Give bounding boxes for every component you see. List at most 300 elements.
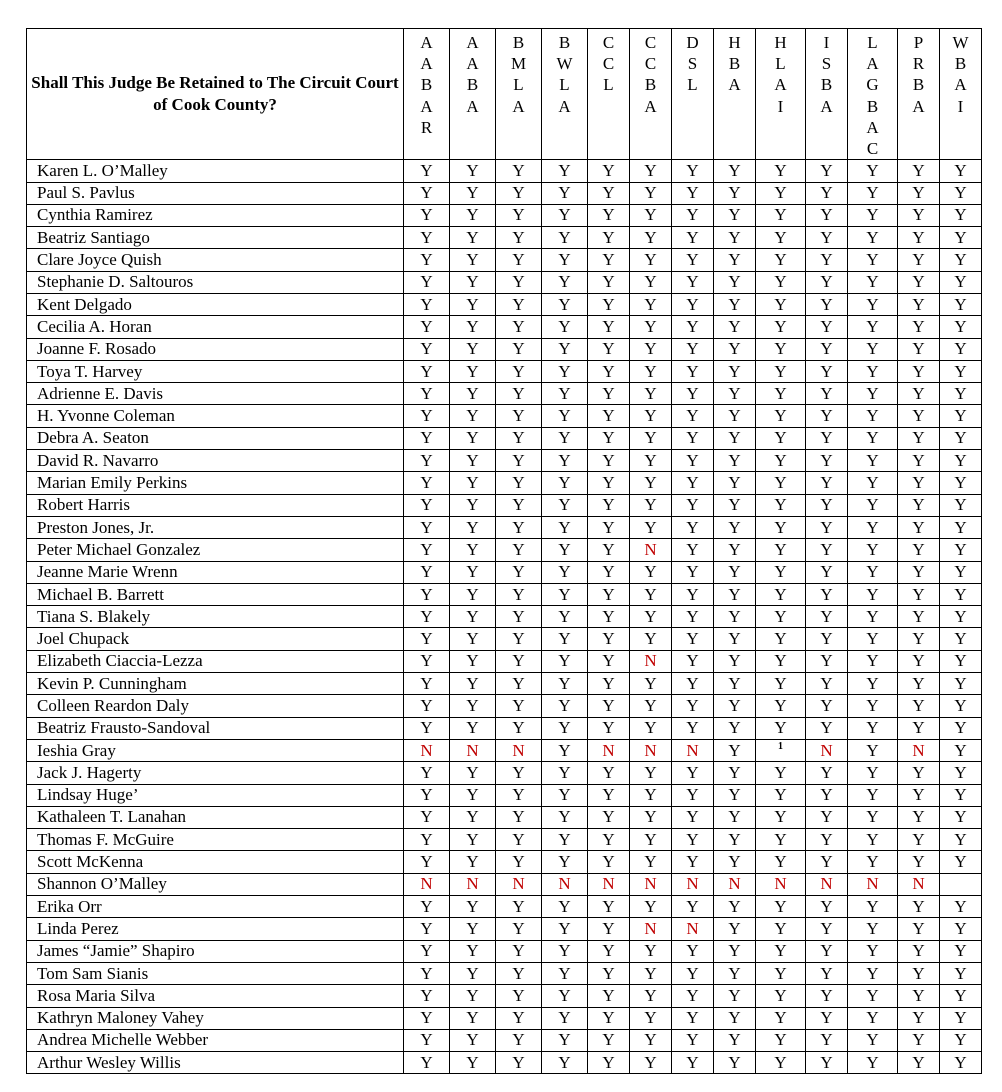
table-row: [27, 427, 982, 449]
vote-cell: Y: [714, 762, 756, 784]
vote-cell: Y: [450, 271, 496, 293]
vote-cell: N: [542, 873, 588, 895]
vote-cell: Y: [496, 450, 542, 472]
column-header-letter: A: [420, 33, 433, 52]
vote-cell: Y: [496, 405, 542, 427]
vote-cell: Y: [756, 1052, 806, 1074]
vote-cell: Y: [848, 516, 898, 538]
vote-cell: Y: [496, 606, 542, 628]
vote-cell: Y: [404, 673, 450, 695]
column-header-letter: L: [559, 75, 570, 95]
vote-cell: Y: [848, 1007, 898, 1029]
vote-cell: Y: [940, 784, 982, 806]
vote-cell: Y: [588, 940, 630, 962]
vote-cell: Y: [588, 472, 630, 494]
vote-cell: Y: [588, 516, 630, 538]
vote-cell: Y: [542, 271, 588, 293]
vote-cell: Y: [898, 962, 940, 984]
vote-cell: Y: [404, 962, 450, 984]
vote-cell: Y: [496, 1007, 542, 1029]
column-header-letter: L: [687, 75, 698, 95]
table-row: [27, 204, 982, 226]
vote-cell: Y: [496, 918, 542, 940]
vote-cell: Y: [630, 851, 672, 873]
vote-cell: Y: [542, 450, 588, 472]
vote-cell: Y: [450, 762, 496, 784]
vote-cell: Y: [806, 650, 848, 672]
table-row: [27, 851, 982, 873]
vote-cell: Y: [630, 516, 672, 538]
vote-cell: Y: [542, 673, 588, 695]
vote-cell: Y: [714, 784, 756, 806]
column-header-ccba: [630, 29, 672, 160]
vote-cell: Y: [450, 673, 496, 695]
vote-cell: Y: [630, 338, 672, 360]
judge-name: Rosa Maria Silva: [27, 985, 404, 1007]
vote-cell: Y: [496, 784, 542, 806]
table-row: [27, 182, 982, 204]
vote-cell: Y: [672, 561, 714, 583]
vote-cell: N: [630, 539, 672, 561]
vote-cell: Y: [756, 1029, 806, 1051]
vote-cell: Y: [848, 583, 898, 605]
vote-cell: Y: [898, 695, 940, 717]
vote-cell: Y: [848, 204, 898, 226]
table-row: [27, 650, 982, 672]
vote-cell: Y: [848, 271, 898, 293]
judge-name: Beatriz Frausto-Sandoval: [27, 717, 404, 739]
judge-name: Kent Delgado: [27, 294, 404, 316]
vote-cell: Y: [630, 829, 672, 851]
vote-cell: N: [848, 873, 898, 895]
vote-cell: Y: [940, 829, 982, 851]
vote-cell: Y: [404, 494, 450, 516]
vote-cell: Y: [672, 650, 714, 672]
vote-cell: N: [588, 739, 630, 761]
vote-cell: Y: [848, 450, 898, 472]
judge-name: Jack J. Hagerty: [27, 762, 404, 784]
table-row: [27, 940, 982, 962]
vote-cell: Y: [848, 294, 898, 316]
judge-name: Lindsay Huge’: [27, 784, 404, 806]
vote-cell: Y: [588, 650, 630, 672]
vote-cell: Y: [450, 182, 496, 204]
judge-name: Clare Joyce Quish: [27, 249, 404, 271]
vote-cell: Y: [848, 606, 898, 628]
vote-cell: Y: [756, 249, 806, 271]
vote-cell: Y: [714, 294, 756, 316]
vote-cell: Y: [672, 427, 714, 449]
column-header-letter: C: [644, 54, 657, 74]
vote-cell: Y: [714, 160, 756, 182]
vote-cell: Y: [714, 583, 756, 605]
vote-cell: Y: [542, 918, 588, 940]
vote-cell: Y: [806, 338, 848, 360]
vote-cell: Y: [756, 227, 806, 249]
vote-cell: Y: [898, 628, 940, 650]
vote-cell: Y: [496, 516, 542, 538]
vote-cell: Y: [404, 294, 450, 316]
table-row: [27, 583, 982, 605]
vote-cell: Y: [450, 896, 496, 918]
vote-cell: Y: [806, 383, 848, 405]
vote-cell: Y: [450, 1029, 496, 1051]
vote-cell: Y: [848, 249, 898, 271]
judge-name: Erika Orr: [27, 896, 404, 918]
vote-cell: Y: [714, 940, 756, 962]
column-header-letter: W: [556, 54, 573, 74]
vote-cell: Y: [404, 516, 450, 538]
column-header-aabar: [404, 29, 450, 160]
vote-cell: Y: [848, 561, 898, 583]
vote-cell: Y: [806, 1007, 848, 1029]
vote-cell: Y: [542, 851, 588, 873]
judge-name: David R. Navarro: [27, 450, 404, 472]
column-header-letter: C: [602, 54, 615, 74]
vote-cell: Y: [940, 360, 982, 382]
judge-name: Kathaleen T. Lanahan: [27, 806, 404, 828]
vote-cell: Y: [714, 717, 756, 739]
vote-cell: Y: [714, 539, 756, 561]
judge-name: Tom Sam Sianis: [27, 962, 404, 984]
table-row: [27, 450, 982, 472]
vote-cell: Y: [672, 472, 714, 494]
column-header-letter: B: [912, 75, 925, 95]
judge-name: Beatriz Santiago: [27, 227, 404, 249]
vote-cell: Y: [898, 383, 940, 405]
vote-cell: Y: [848, 628, 898, 650]
vote-cell: Y: [496, 182, 542, 204]
vote-cell: Y: [940, 227, 982, 249]
vote-cell: Y: [542, 1029, 588, 1051]
vote-cell: Y: [542, 1007, 588, 1029]
vote-cell: Y: [714, 1007, 756, 1029]
vote-cell: Y: [848, 739, 898, 761]
vote-cell: Y: [672, 896, 714, 918]
judge-name: Ieshia Gray: [27, 739, 404, 761]
vote-cell: Y: [496, 806, 542, 828]
table-row: [27, 829, 982, 851]
vote-cell: Y: [898, 204, 940, 226]
vote-cell: Y: [940, 650, 982, 672]
vote-cell: Y: [496, 673, 542, 695]
question-header: Shall This Judge Be Retained to The Circuit Court of Cook County?: [27, 29, 404, 160]
vote-cell: Y: [588, 628, 630, 650]
vote-cell: Y: [756, 360, 806, 382]
vote-cell: Y: [496, 160, 542, 182]
vote-cell: Y: [848, 673, 898, 695]
vote-cell: Y: [714, 316, 756, 338]
vote-cell: Y: [496, 338, 542, 360]
column-header-isba: [806, 29, 848, 160]
vote-cell: Y: [806, 271, 848, 293]
vote-cell: Y: [714, 851, 756, 873]
vote-cell: Y: [630, 695, 672, 717]
column-header-letter: A: [774, 75, 787, 95]
vote-cell: Y: [756, 896, 806, 918]
vote-cell: Y: [756, 160, 806, 182]
vote-cell: Y: [714, 606, 756, 628]
vote-cell: Y: [940, 851, 982, 873]
column-header-letter: I: [957, 96, 964, 116]
vote-cell: Y: [404, 360, 450, 382]
vote-cell: Y: [756, 561, 806, 583]
vote-cell: Y: [806, 294, 848, 316]
vote-cell: Y: [450, 294, 496, 316]
vote-cell: Y: [588, 985, 630, 1007]
vote-cell: Y: [588, 182, 630, 204]
vote-cell: Y: [848, 962, 898, 984]
column-header-letter: L: [775, 54, 786, 74]
vote-cell: Y: [898, 829, 940, 851]
vote-cell: N: [404, 873, 450, 895]
vote-cell: Y: [714, 1029, 756, 1051]
vote-cell: Y: [848, 762, 898, 784]
vote-cell: Y: [806, 896, 848, 918]
vote-cell: Y: [940, 739, 982, 761]
vote-cell: Y: [630, 227, 672, 249]
judge-name: Joanne F. Rosado: [27, 338, 404, 360]
vote-cell: Y: [588, 1007, 630, 1029]
vote-cell: Y: [940, 204, 982, 226]
vote-cell: Y: [898, 271, 940, 293]
vote-cell: Y: [588, 360, 630, 382]
column-header-aaba: [450, 29, 496, 160]
vote-cell: Y: [672, 249, 714, 271]
column-header-letter: B: [866, 96, 879, 116]
vote-cell: Y: [588, 227, 630, 249]
vote-cell: 1: [756, 739, 806, 761]
vote-cell: Y: [898, 316, 940, 338]
vote-cell: Y: [756, 695, 806, 717]
vote-cell: Y: [898, 516, 940, 538]
vote-cell: Y: [588, 204, 630, 226]
vote-cell: Y: [806, 204, 848, 226]
table-row: [27, 1029, 982, 1051]
judge-name: Joel Chupack: [27, 628, 404, 650]
vote-cell: Y: [630, 494, 672, 516]
vote-cell: Y: [756, 628, 806, 650]
judge-name: Marian Emily Perkins: [27, 472, 404, 494]
vote-cell: Y: [630, 427, 672, 449]
vote-cell: Y: [806, 829, 848, 851]
table-row: [27, 227, 982, 249]
column-header-letter: B: [466, 75, 479, 95]
vote-cell: Y: [450, 918, 496, 940]
vote-cell: Y: [588, 918, 630, 940]
table-row: [27, 606, 982, 628]
vote-cell: Y: [756, 405, 806, 427]
vote-cell: Y: [404, 784, 450, 806]
vote-cell: N: [630, 873, 672, 895]
vote-cell: Y: [588, 784, 630, 806]
table-row: [27, 160, 982, 182]
vote-cell: Y: [898, 539, 940, 561]
table-row: [27, 516, 982, 538]
vote-cell: Y: [756, 762, 806, 784]
judge-name: Cynthia Ramirez: [27, 204, 404, 226]
vote-cell: Y: [806, 673, 848, 695]
vote-cell: Y: [898, 427, 940, 449]
vote-cell: Y: [588, 294, 630, 316]
vote-cell: Y: [806, 494, 848, 516]
column-header-hlai: [756, 29, 806, 160]
vote-cell: Y: [898, 896, 940, 918]
vote-cell: Y: [588, 405, 630, 427]
vote-cell: N: [672, 873, 714, 895]
vote-cell: Y: [404, 160, 450, 182]
vote-cell: Y: [672, 717, 714, 739]
judge-name: Paul S. Pavlus: [27, 182, 404, 204]
vote-cell: Y: [848, 940, 898, 962]
vote-cell: Y: [806, 472, 848, 494]
vote-cell: Y: [714, 650, 756, 672]
vote-cell: Y: [496, 695, 542, 717]
vote-cell: Y: [714, 450, 756, 472]
vote-cell: Y: [940, 1052, 982, 1074]
vote-cell: Y: [588, 450, 630, 472]
table-row: [27, 360, 982, 382]
vote-cell: Y: [940, 606, 982, 628]
vote-cell: Y: [848, 1029, 898, 1051]
vote-cell: Y: [450, 539, 496, 561]
column-header-letter: H: [728, 33, 741, 52]
table-row: [27, 271, 982, 293]
vote-cell: Y: [940, 1007, 982, 1029]
vote-cell: Y: [450, 227, 496, 249]
judge-name: Debra A. Seaton: [27, 427, 404, 449]
vote-cell: Y: [450, 717, 496, 739]
vote-cell: Y: [672, 405, 714, 427]
vote-cell: Y: [588, 561, 630, 583]
vote-cell: Y: [940, 806, 982, 828]
vote-cell: Y: [940, 516, 982, 538]
vote-cell: Y: [898, 583, 940, 605]
column-header-letter: B: [420, 75, 433, 95]
vote-cell: Y: [806, 516, 848, 538]
vote-cell: Y: [940, 405, 982, 427]
vote-cell: Y: [672, 628, 714, 650]
column-header-bmla: [496, 29, 542, 160]
vote-cell: Y: [630, 673, 672, 695]
vote-cell: Y: [588, 695, 630, 717]
vote-cell: Y: [450, 472, 496, 494]
retention-table: [26, 28, 982, 1074]
vote-cell: Y: [756, 494, 806, 516]
vote-cell: Y: [496, 1052, 542, 1074]
vote-cell: Y: [588, 338, 630, 360]
vote-cell: Y: [756, 985, 806, 1007]
vote-cell: Y: [630, 962, 672, 984]
column-header-prba: [898, 29, 940, 160]
judge-name: Michael B. Barrett: [27, 583, 404, 605]
judge-name: Andrea Michelle Webber: [27, 1029, 404, 1051]
vote-cell: Y: [588, 383, 630, 405]
vote-cell: Y: [714, 896, 756, 918]
judge-name: Kathryn Maloney Vahey: [27, 1007, 404, 1029]
vote-cell: Y: [404, 383, 450, 405]
vote-cell: Y: [672, 583, 714, 605]
vote-cell: Y: [898, 360, 940, 382]
vote-cell: Y: [588, 271, 630, 293]
vote-cell: Y: [940, 717, 982, 739]
vote-cell: Y: [542, 962, 588, 984]
vote-cell: Y: [806, 182, 848, 204]
vote-cell: Y: [542, 516, 588, 538]
vote-cell: Y: [404, 851, 450, 873]
vote-cell: Y: [756, 606, 806, 628]
vote-cell: Y: [496, 940, 542, 962]
vote-cell: Y: [898, 1007, 940, 1029]
judge-name: Preston Jones, Jr.: [27, 516, 404, 538]
vote-cell: Y: [630, 1007, 672, 1029]
vote-cell: Y: [496, 472, 542, 494]
vote-cell: Y: [806, 249, 848, 271]
table-row: [27, 494, 982, 516]
vote-cell: Y: [672, 204, 714, 226]
vote-cell: Y: [588, 249, 630, 271]
vote-cell: Y: [542, 695, 588, 717]
vote-cell: Y: [630, 249, 672, 271]
vote-cell: Y: [672, 851, 714, 873]
vote-cell: Y: [404, 271, 450, 293]
vote-cell: Y: [630, 405, 672, 427]
vote-cell: Y: [848, 182, 898, 204]
vote-cell: Y: [898, 940, 940, 962]
vote-cell: Y: [542, 427, 588, 449]
vote-cell: Y: [496, 583, 542, 605]
column-header-letter: C: [866, 139, 879, 159]
vote-cell: Y: [404, 583, 450, 605]
vote-cell: N: [898, 739, 940, 761]
vote-cell: Y: [496, 427, 542, 449]
vote-cell: Y: [672, 160, 714, 182]
vote-cell: Y: [756, 383, 806, 405]
vote-cell: Y: [848, 784, 898, 806]
column-header-letter: A: [420, 54, 433, 74]
vote-cell: Y: [588, 851, 630, 873]
vote-cell: N: [450, 739, 496, 761]
vote-cell: Y: [756, 204, 806, 226]
column-header-letter: M: [510, 54, 527, 74]
vote-cell: N: [898, 873, 940, 895]
vote-cell: Y: [588, 806, 630, 828]
vote-cell: Y: [940, 316, 982, 338]
table-row: [27, 784, 982, 806]
vote-cell: Y: [496, 561, 542, 583]
column-header-letter: B: [558, 33, 571, 52]
vote-cell: Y: [542, 806, 588, 828]
vote-cell: Y: [496, 628, 542, 650]
vote-cell: Y: [542, 784, 588, 806]
vote-cell: Y: [404, 695, 450, 717]
table-row: [27, 539, 982, 561]
vote-cell: Y: [898, 650, 940, 672]
vote-cell: Y: [756, 583, 806, 605]
column-header-letter: A: [954, 75, 967, 95]
judge-name: Linda Perez: [27, 918, 404, 940]
table-row: [27, 294, 982, 316]
vote-cell: Y: [672, 271, 714, 293]
vote-cell: Y: [404, 717, 450, 739]
vote-cell: Y: [672, 695, 714, 717]
judge-name: Tiana S. Blakely: [27, 606, 404, 628]
vote-cell: Y: [496, 851, 542, 873]
judge-name: Cecilia A. Horan: [27, 316, 404, 338]
column-header-letter: A: [512, 96, 525, 116]
vote-cell: Y: [404, 1052, 450, 1074]
vote-cell: Y: [940, 1029, 982, 1051]
